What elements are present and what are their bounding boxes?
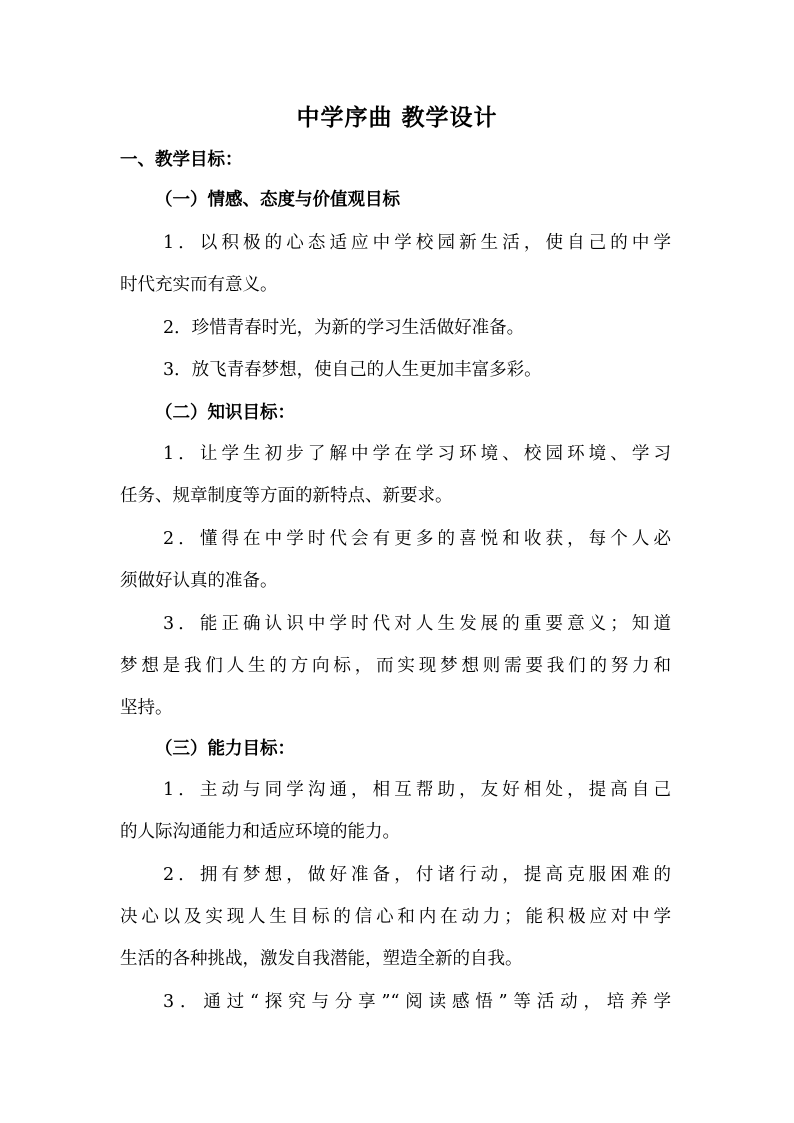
paragraph-line: 坚持。	[120, 698, 173, 718]
paragraph-line: 1．让学生初步了解中学在学习环境、校园环境、学习	[163, 444, 671, 464]
document-title: 中学序曲 教学设计	[296, 104, 498, 131]
paragraph-line: 须做好认真的准备。	[120, 571, 278, 591]
subsection-heading: （三）能力目标：	[155, 739, 295, 759]
paragraph-line: 任务、规章制度等方面的新特点、新要求。	[120, 486, 453, 506]
paragraph-line: 3．通过“探究与分享”“阅读感悟”等活动，培养学	[163, 992, 671, 1012]
paragraph-line: 梦想是我们人生的方向标，而实现梦想则需要我们的努力和	[120, 656, 671, 676]
section-heading: 一、教学目标：	[120, 150, 243, 170]
paragraph-line: 生活的各种挑战，激发自我潜能，塑造全新的自我。	[120, 949, 523, 969]
subsection-heading: （一）情感、态度与价值观目标	[155, 190, 400, 210]
paragraph-line: 1．以积极的心态适应中学校园新生活，使自己的中学	[163, 233, 671, 253]
paragraph-line: 的人际沟通能力和适应环境的能力。	[120, 822, 400, 842]
paragraph-line: 3．放飞青春梦想，使自己的人生更加丰富多彩。	[163, 360, 542, 380]
paragraph-line: 3．能正确认识中学时代对人生发展的重要意义；知道	[163, 614, 671, 634]
paragraph-line: 1．主动与同学沟通，相互帮助，友好相处，提高自己	[163, 780, 671, 800]
subsection-heading: （二）知识目标：	[155, 403, 295, 423]
paragraph-line: 决心以及实现人生目标的信心和内在动力；能积极应对中学	[120, 907, 671, 927]
paragraph-line: 2．懂得在中学时代会有更多的喜悦和收获，每个人必	[163, 529, 671, 549]
paragraph-line: 2．拥有梦想，做好准备，付诸行动，提高克服困难的	[163, 865, 671, 885]
paragraph-line: 时代充实而有意义。	[120, 275, 278, 295]
paragraph-line: 2．珍惜青春时光，为新的学习生活做好准备。	[163, 318, 525, 338]
